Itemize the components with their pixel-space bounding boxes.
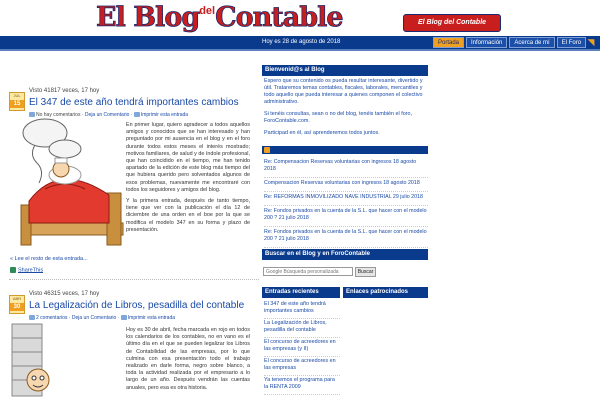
nav-portada[interactable]: Portada <box>433 37 464 48</box>
post-month: JUL <box>13 93 21 98</box>
welcome-text <box>264 78 428 142</box>
entry-item[interactable]: El concurso de acreedores en las empresas (y II) <box>264 338 340 357</box>
logo-part-2: del <box>199 5 216 17</box>
comment-item[interactable]: Re: Fondos privados en la cuenta de la S.L. que hacer con el modelo 200 ? 21 julio 2018 <box>264 227 428 248</box>
entry-item[interactable]: El 347 de este año tendrá importantes cambios <box>264 300 340 319</box>
main-nav <box>433 37 586 48</box>
post-2-paragraph-1: Hoy es 30 de abril, fecha marcada en rojo en todos los calendarios de los contables, no en vano es el último día en el que se pueden legalizar los Libros de Contabilidad de las empresas, por lo que culmina con esa presentación todo el trabajo realizado en darle forma, negro sobre blanco, a toda la actividad realizada por el empresario a lo largo de un año. Después vendrán las cuentas anuales, pero esa es otra historia. <box>126 327 250 391</box>
share-icon <box>10 267 16 273</box>
post-views: Visto 41817 veces, 17 hoy <box>29 88 100 94</box>
share-label: ShareThis <box>18 267 44 274</box>
top-navbar <box>0 36 600 51</box>
read-more-link[interactable]: « Lee el resto de esta entrada... <box>10 256 88 262</box>
search-button[interactable]: Buscar <box>355 267 376 277</box>
welcome-paragraph-2: Si tenéis consultas, sean o no del blog, tenéis también el foro, ForoContable.com. <box>264 111 413 124</box>
post-1-paragraph-2: Y la primera entrada, después de tanto tiempo, tiene que ver con la publicación el día 12 de diciembre de una orden en el boe por la que se modifica el modelo 347 en su forma y plazo de presentación. <box>126 198 250 233</box>
print-icon <box>134 112 140 117</box>
post-1-body <box>126 122 250 238</box>
nav-acerca-de-mi[interactable]: Acerca de mí <box>509 37 554 48</box>
sick-person-in-bed-illustration <box>15 105 130 253</box>
rss-feed-icon[interactable] <box>264 147 270 153</box>
post-day: 15 <box>10 100 24 108</box>
site-logo[interactable] <box>96 2 343 32</box>
post-month: ABR <box>12 296 22 301</box>
print-icon <box>121 315 127 320</box>
post-meta: 2 comentarios · Deja un Comentario · Imprimir esta entrada <box>29 315 175 321</box>
post-views: Visto 46315 veces, 17 hoy <box>29 291 100 297</box>
site-header <box>0 0 600 36</box>
post-title[interactable]: La Legalización de Libros, pesadilla del contable <box>29 300 245 311</box>
post-day: 30 <box>10 303 24 311</box>
entry-item[interactable]: Ya tenemos el programa para la RENTA 2009 <box>264 376 340 395</box>
recent-entries-list <box>264 300 340 395</box>
comment-item[interactable]: Re: REFORMAS INMOVILIZADO NAVE INDUSTRIAL 29 julio 2018 <box>264 192 428 206</box>
comment-count: No hay comentarios <box>36 112 81 118</box>
post-title[interactable]: El 347 de este año tendrá importantes cambios <box>29 97 239 108</box>
welcome-heading: Bienvenid@s al Blog <box>262 65 428 76</box>
search-input[interactable] <box>263 267 353 276</box>
accountant-with-books-illustration <box>8 318 68 400</box>
recent-comments-list <box>264 157 428 248</box>
comment-item[interactable]: Re: Compensacion Reservas voluntarias con ingresos 18 agosto 2018 <box>264 157 428 178</box>
logo-part-3: Contable <box>215 2 343 33</box>
nav-el-foro[interactable]: El Foro <box>557 37 586 48</box>
welcome-paragraph-3: Participad en él, así aprenderemos todos juntos. <box>264 130 380 136</box>
comment-count[interactable]: 2 comentarios <box>36 315 68 321</box>
print-link[interactable]: Imprimir esta entrada <box>140 112 189 118</box>
nav-informacion[interactable]: Información <box>466 37 507 48</box>
post-meta: No hay comentarios · Deja un Comentario · Imprimir esta entrada <box>29 112 188 118</box>
post-divider <box>9 279 259 280</box>
recent-entries-heading: Entradas recientes <box>262 287 340 298</box>
leave-comment-link[interactable]: Deja un Comentario <box>84 112 130 118</box>
recent-comments-heading <box>262 146 428 154</box>
welcome-paragraph-1: Espero que su contenido os pueda resultar interesante, divertido y útil. Trataremos temas contables, fiscales, laborales, mercantiles y todo aquello que pueda interesar a quienes componen el colectivo administrativo. <box>264 78 423 105</box>
comment-item[interactable]: Re: Fondos privados en la cuenta de la S.L. que hacer con el modelo 200 ? 21 julio 2018 <box>264 206 428 227</box>
post-2-body <box>126 327 250 396</box>
logo-part-1: El Blog <box>96 2 200 33</box>
share-this-link[interactable] <box>10 267 43 273</box>
leave-comment-link[interactable]: Deja un Comentario <box>71 315 117 321</box>
search-heading: Buscar en el Blog y en ForoContable <box>262 249 428 260</box>
logo-badge: El Blog del Contable <box>403 14 501 32</box>
post-date-badge <box>9 295 25 314</box>
entry-item[interactable]: La Legalización de Libros, pesadilla del contable <box>264 319 340 338</box>
sponsored-links-heading: Enlaces patrocinados <box>343 287 428 298</box>
entry-item[interactable]: El concurso de acreedores en las empresas <box>264 357 340 376</box>
post-1-paragraph-1: En primer lugar, quiero agradecer a todos aquellos amigos y conocidos que se han interesado y han preguntado por mi ausencia en el blog y en el foro durante todos estos meses el interés mostrado; motivos familiares, de salud y de índole profesional, que han coincidido en el tiempo, me han tenido apartado de la edición de este blog más tiempo del que hubiera querido pero solventados algunos de esos problemas, nuevamente me encontraré con todos los seguidores y amigos del blog. <box>126 122 250 193</box>
rss-icon[interactable]: ◥ <box>587 37 595 47</box>
print-link[interactable]: Imprimir esta entrada <box>127 315 176 321</box>
current-date: Hoy es 28 de agosto de 2018 <box>262 39 341 45</box>
comment-item[interactable]: Compensacion Reservas voluntarias con ingresos 18 agosto 2018 <box>264 178 428 192</box>
